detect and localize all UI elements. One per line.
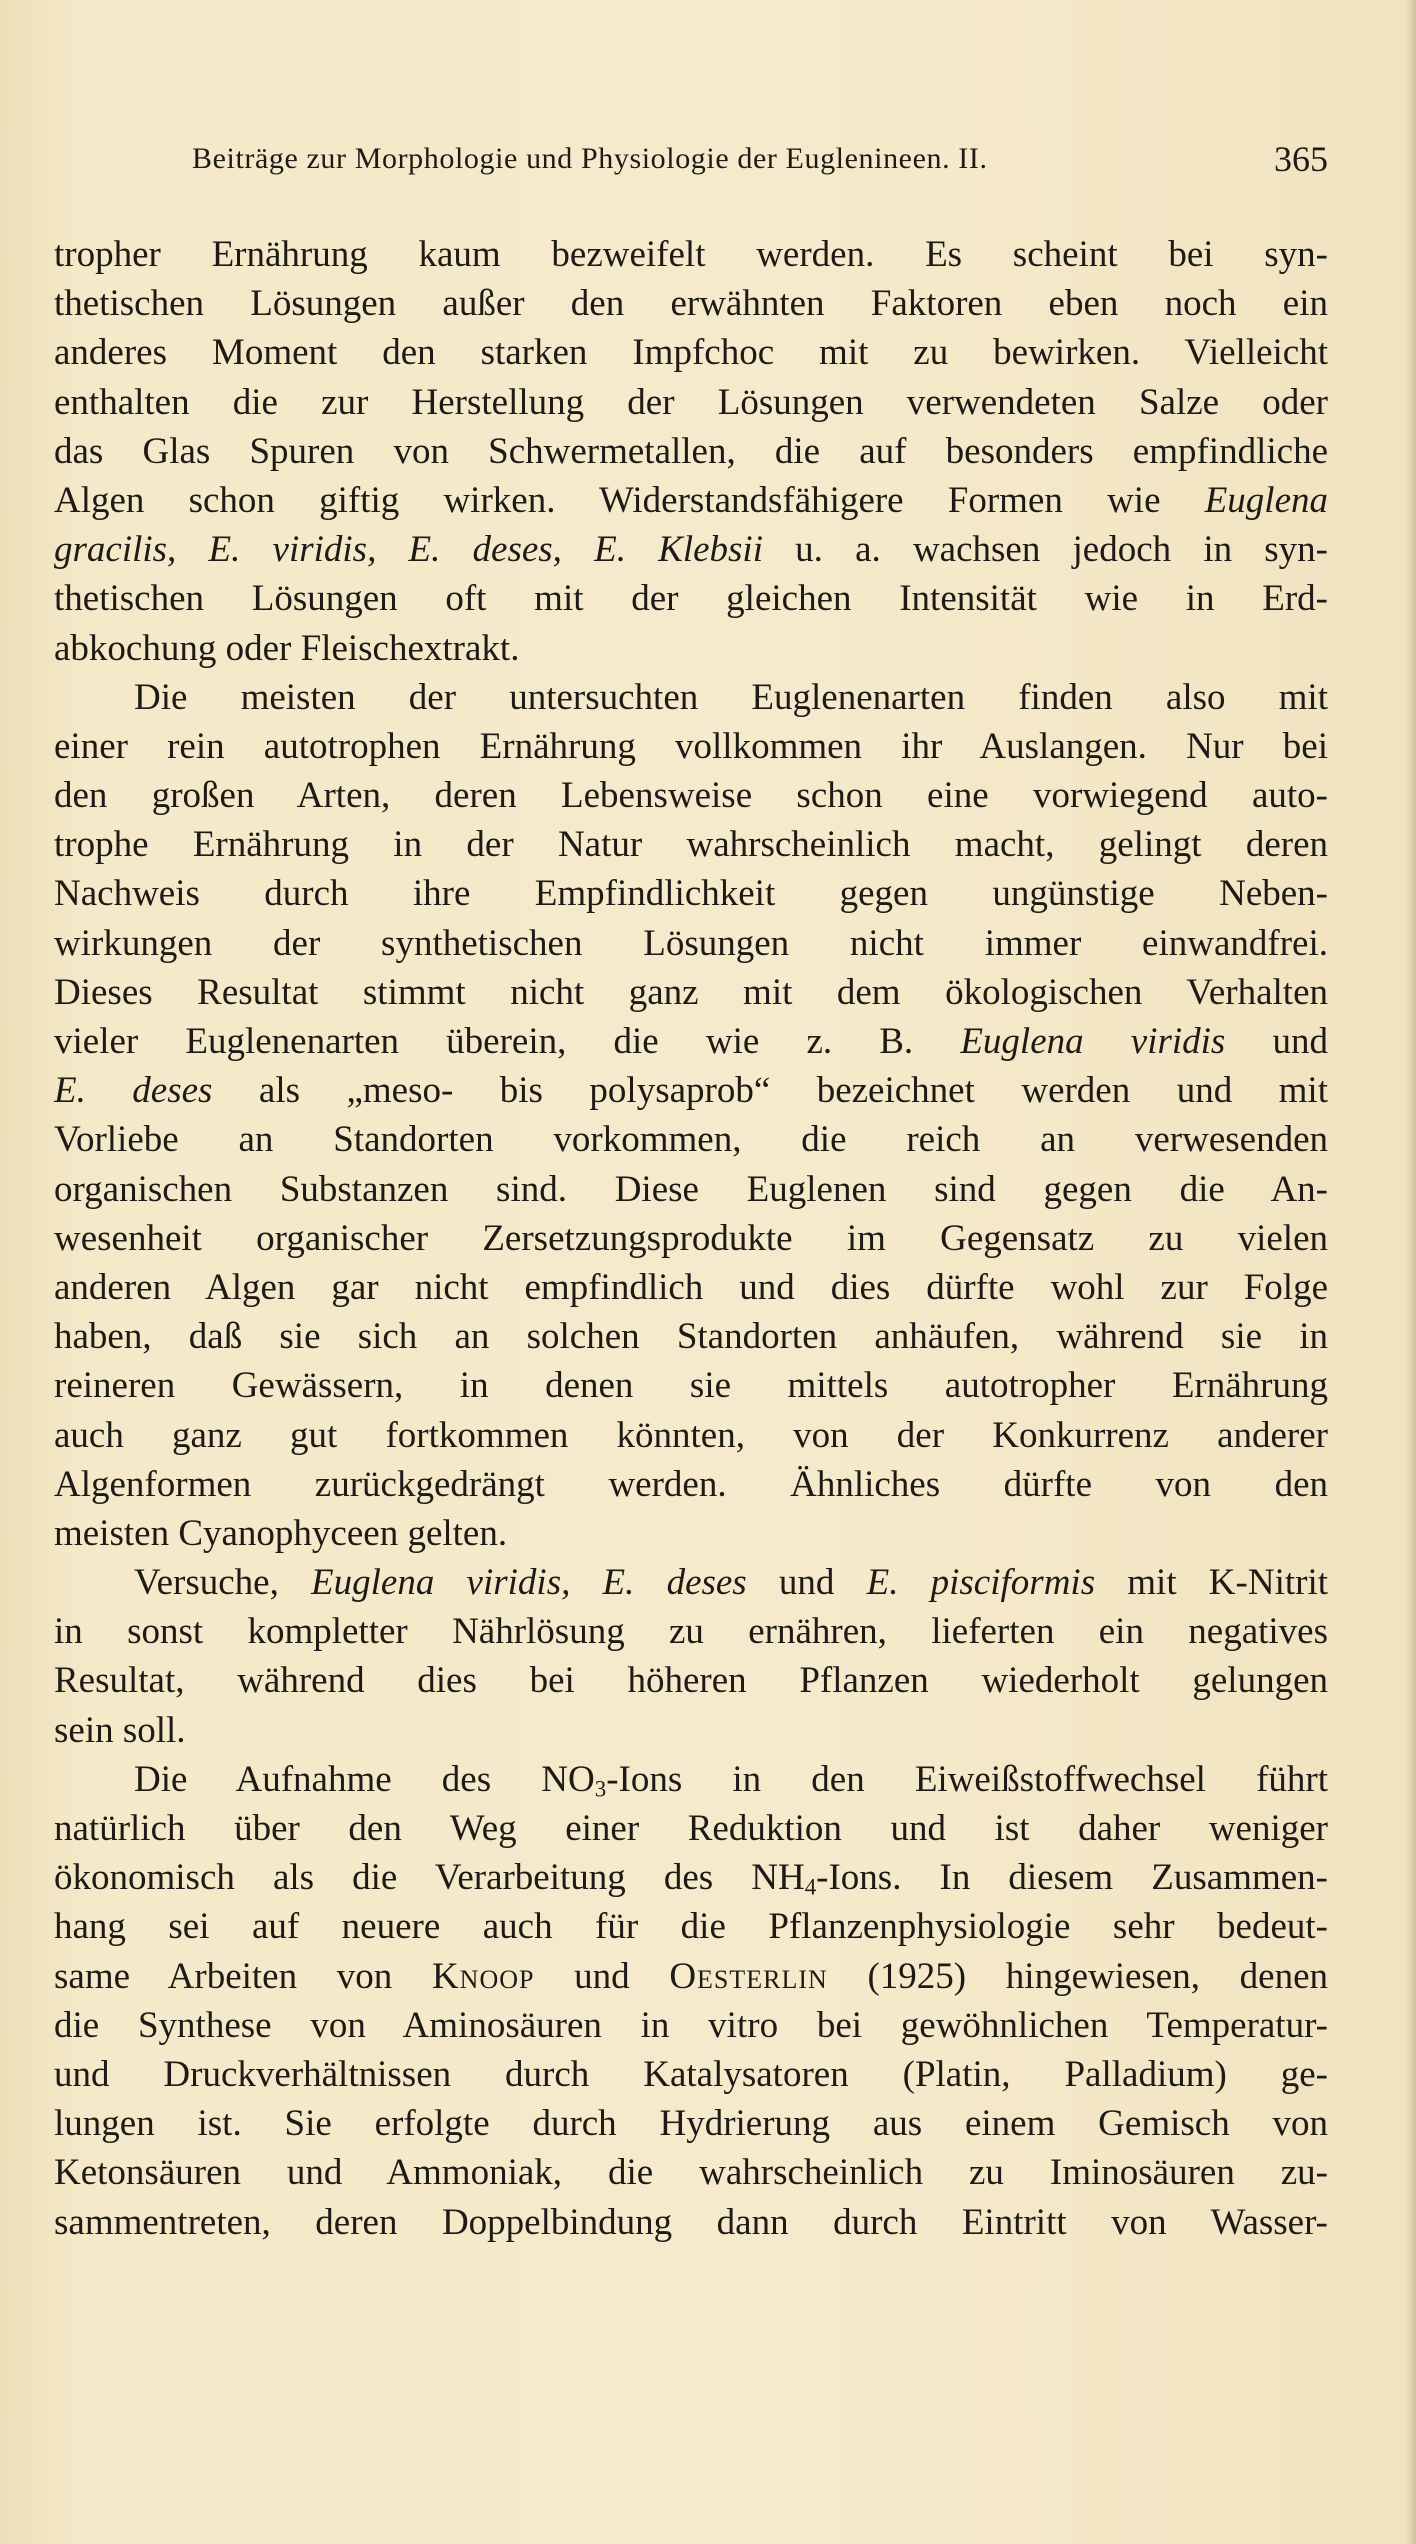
text-run: das Glas Spuren von Schwermetallen, die auf besonders empfindliche xyxy=(54,430,1328,472)
text-line xyxy=(54,673,1328,722)
text-line xyxy=(54,574,1328,623)
text-run: -Ions in den Eiweißstoffwechsel führt xyxy=(606,1758,1329,1800)
text-line xyxy=(54,1656,1328,1705)
subscript: 4 xyxy=(804,1874,817,1900)
text-run: u. a. wachsen jedoch in syn- xyxy=(762,529,1328,571)
text-line xyxy=(54,328,1328,377)
text-line xyxy=(54,1214,1328,1263)
text-line xyxy=(54,1263,1328,1312)
text-run: anderes Moment den starken Impfchoc mit zu bewirken. Vielleicht xyxy=(54,332,1328,374)
text-line xyxy=(54,230,1328,279)
page-edge-shadow xyxy=(1406,0,1416,2544)
text-line xyxy=(54,1017,1328,1066)
text-line xyxy=(54,2148,1328,2197)
text-line xyxy=(54,476,1328,525)
text-run: reineren Gewässern, in denen sie mittels autotropher Ernährung xyxy=(54,1365,1328,1407)
text-run: den großen Arten, deren Lebensweise schon eine vorwiegend auto- xyxy=(54,775,1328,817)
text-run: die Synthese von Aminosäuren in vitro bei gewöhnlichen Temperatur- xyxy=(54,2004,1328,2046)
text-run: tropher Ernährung kaum bezweifelt werden. Es scheint bei syn- xyxy=(54,234,1328,275)
italic-term: Euglena viridis, E. deses xyxy=(311,1562,747,1604)
text-run: hang sei auf neuere auch für die Pflanzenphysiologie sehr bedeut- xyxy=(54,1906,1328,1948)
text-line xyxy=(54,427,1328,476)
text-line xyxy=(54,1902,1328,1951)
text-run: (1925) hingewiesen, denen xyxy=(827,1955,1328,1997)
text-run: Algen schon giftig wirken. Widerstandsfähigere Formen wie xyxy=(54,479,1205,521)
text-line xyxy=(54,1952,1328,2001)
italic-term: E. pisciformis xyxy=(866,1562,1096,1604)
page-number: 365 xyxy=(1274,139,1328,179)
text-run: Nachweis durch ihre Empfindlichkeit gegen ungünstige Neben- xyxy=(54,873,1328,915)
text-line xyxy=(54,1755,1328,1804)
text-run: sein soll. xyxy=(54,1709,186,1751)
text-run: ökonomisch als die Verarbeitung des NH xyxy=(54,1857,805,1899)
text-line xyxy=(54,1066,1328,1115)
text-line xyxy=(54,820,1328,869)
text-run: meisten Cyanophyceen gelten. xyxy=(54,1512,508,1554)
text-line xyxy=(54,1558,1328,1607)
italic-term: Euglena xyxy=(1204,479,1328,521)
text-run: und xyxy=(746,1562,867,1604)
text-run: Die Aufnahme des NO xyxy=(134,1758,595,1800)
text-line xyxy=(54,2099,1328,2148)
text-line xyxy=(54,919,1328,968)
text-line xyxy=(54,1361,1328,1410)
text-line xyxy=(54,869,1328,918)
text-run: thetischen Lösungen oft mit der gleichen Intensität wie in Erd- xyxy=(54,578,1328,620)
text-run: Versuche, xyxy=(134,1562,312,1604)
text-run: und xyxy=(534,1955,670,1997)
text-run: trophe Ernährung in der Natur wahrscheinlich macht, gelingt deren xyxy=(54,824,1328,866)
running-title: Beiträge zur Morphologie und Physiologie der Euglenineen. II. xyxy=(192,142,988,175)
text-line xyxy=(54,771,1328,820)
text-run: same Arbeiten von xyxy=(54,1955,432,1997)
text-run: haben, daß sie sich an solchen Standorten anhäufen, während sie in xyxy=(54,1316,1328,1358)
body-text xyxy=(54,230,1328,2247)
subscript: 3 xyxy=(594,1776,607,1802)
text-line xyxy=(54,1460,1328,1509)
text-line xyxy=(54,378,1328,427)
text-line xyxy=(54,968,1328,1017)
text-line xyxy=(54,1509,1328,1558)
text-run: sammentreten, deren Doppelbindung dann durch Eintritt von Wasser- xyxy=(54,2201,1328,2243)
text-run: und Druckverhältnissen durch Katalysatoren (Platin, Palladium) ge- xyxy=(54,2053,1328,2095)
text-line xyxy=(54,1411,1328,1460)
text-run: organischen Substanzen sind. Diese Euglenen sind gegen die An- xyxy=(54,1168,1328,1210)
text-line xyxy=(54,1607,1328,1656)
text-run: Vorliebe an Standorten vorkommen, die reich an verwesenden xyxy=(54,1119,1328,1161)
text-run: vieler Euglenenarten überein, die wie z. B. xyxy=(54,1021,961,1062)
text-run: in sonst kompletter Nährlösung zu ernähren, lieferten ein negatives xyxy=(54,1611,1328,1653)
page-header xyxy=(192,139,1328,190)
italic-term: E. deses xyxy=(54,1070,213,1112)
text-run: und xyxy=(1225,1021,1328,1062)
text-line xyxy=(54,279,1328,328)
author-name: Knoop xyxy=(431,1955,535,1997)
text-run: Algenformen zurückgedrängt werden. Ähnliches dürfte von den xyxy=(54,1463,1328,1505)
text-run: enthalten die zur Herstellung der Lösungen verwendeten Salze oder xyxy=(54,381,1328,423)
text-run: Dieses Resultat stimmt nicht ganz mit dem ökologischen Verhalten xyxy=(54,971,1328,1013)
text-line xyxy=(54,525,1328,574)
text-run: Ketonsäuren und Ammoniak, die wahrscheinlich zu Iminosäuren zu- xyxy=(54,2152,1328,2194)
text-line xyxy=(54,1312,1328,1361)
text-run: mit K-Nitrit xyxy=(1095,1562,1329,1604)
text-run: auch ganz gut fortkommen könnten, von der Konkurrenz anderer xyxy=(54,1414,1328,1456)
text-run: Resultat, während dies bei höheren Pflanzen wiederholt gelungen xyxy=(54,1660,1328,1702)
text-line xyxy=(54,722,1328,771)
text-run: wirkungen der synthetischen Lösungen nicht immer einwandfrei. xyxy=(54,922,1328,964)
text-line xyxy=(54,1804,1328,1853)
text-run: natürlich über den Weg einer Reduktion und ist daher weniger xyxy=(54,1808,1328,1849)
text-run: -Ions. In diesem Zusammen- xyxy=(816,1857,1328,1899)
italic-term: gracilis, E. viridis, E. deses, E. Klebsii xyxy=(54,529,763,571)
text-line xyxy=(54,1706,1328,1755)
author-name: Oesterlin xyxy=(669,1955,828,1997)
text-line xyxy=(54,624,1328,673)
text-run: anderen Algen gar nicht empfindlich und dies dürfte wohl zur Folge xyxy=(54,1266,1328,1308)
text-run: als „meso- bis polysaprob“ bezeichnet werden und mit xyxy=(212,1070,1328,1112)
text-run: abkochung oder Fleischextrakt. xyxy=(54,627,520,669)
text-line xyxy=(54,2050,1328,2099)
italic-term: Euglena viridis xyxy=(960,1021,1226,1062)
text-run: Die meisten der untersuchten Euglenenarten finden also mit xyxy=(134,676,1328,718)
text-line xyxy=(54,1115,1328,1164)
text-line xyxy=(54,2198,1328,2247)
text-run: lungen ist. Sie erfolgte durch Hydrierung aus einem Gemisch von xyxy=(54,2103,1328,2145)
text-line xyxy=(54,1853,1328,1902)
text-line xyxy=(54,1165,1328,1214)
text-run: thetischen Lösungen außer den erwähnten Faktoren eben noch ein xyxy=(54,283,1328,325)
text-line xyxy=(54,2001,1328,2050)
text-run: wesenheit organischer Zersetzungsprodukte im Gegensatz zu vielen xyxy=(54,1217,1328,1259)
text-run: einer rein autotrophen Ernährung vollkommen ihr Auslangen. Nur bei xyxy=(54,725,1328,767)
